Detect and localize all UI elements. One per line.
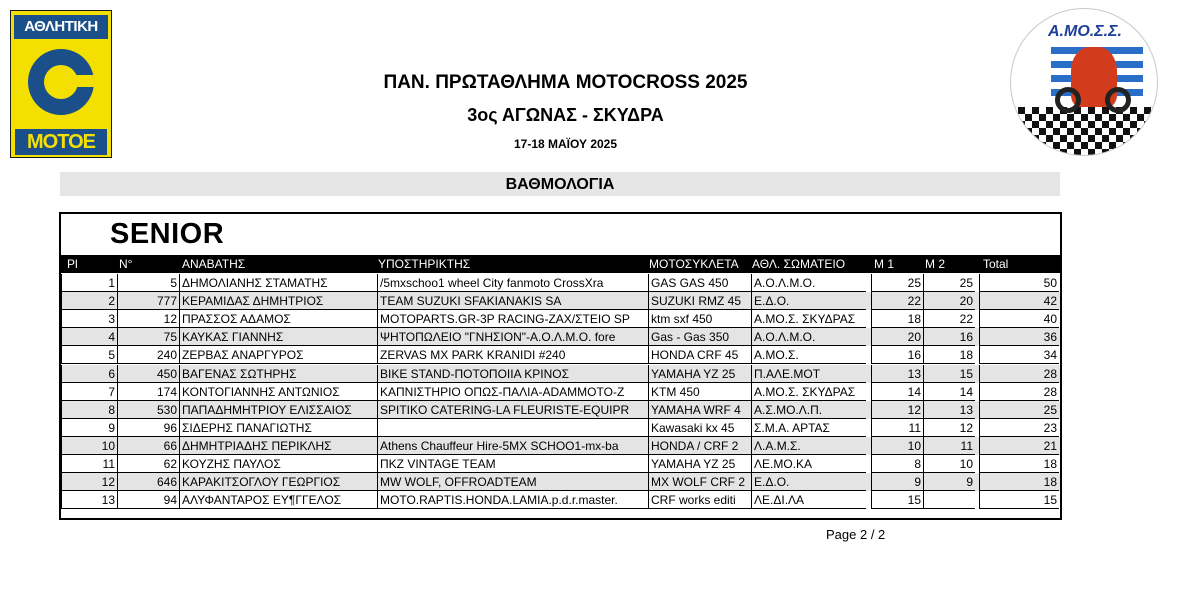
table-row: [61, 292, 1060, 310]
column-header: Total: [983, 257, 1009, 271]
cell-m1: 13: [871, 365, 923, 383]
logo-top-text: ΑΘΛΗΤΙΚΗ: [24, 18, 98, 35]
column-header: ΑΝΑΒΑΤΗΣ: [182, 257, 246, 271]
cell-club: Α.ΜΟ.Σ. ΣΚΥΔΡΑΣ: [751, 383, 866, 401]
cell-club: Λ.Α.Μ.Σ.: [751, 437, 866, 455]
cell-no: 96: [117, 419, 179, 437]
cell-no: 12: [117, 310, 179, 328]
cell-m2: 9: [923, 473, 975, 491]
cell-rider: ΠΑΠΑΔΗΜΗΤΡΙΟΥ ΕΛΙΣΣΑΙΟΣ: [179, 401, 377, 419]
cell-pl: 5: [61, 346, 117, 364]
page-number: Page 2 / 2: [826, 527, 886, 542]
table-header: [61, 255, 1060, 273]
logo-club-text: Α.ΜΟ.Σ.Σ.: [1048, 23, 1122, 40]
column-header: ΥΠΟΣΤΗΡΙΚΤΗΣ: [378, 257, 471, 271]
cell-sponsor: /5mxschoo1 wheel City fanmoto CrossXra: [377, 274, 648, 292]
cell-no: 450: [117, 365, 179, 383]
table-row: [61, 473, 1060, 491]
cell-total: 25: [979, 401, 1059, 419]
cell-club: Α.ΜΟ.Σ.: [751, 346, 866, 364]
cell-bike: Gas - Gas 350: [648, 328, 751, 346]
cell-pl: 10: [61, 437, 117, 455]
cell-bike: ktm sxf 450: [648, 310, 751, 328]
cell-sponsor: MOTO.RAPTIS.HONDA.LAMIA.p.d.r.master.: [377, 491, 648, 509]
cell-club: Π.ΑΛΕ.ΜΟΤ: [751, 365, 866, 383]
cell-no: 174: [117, 383, 179, 401]
cell-m1: 12: [871, 401, 923, 419]
cell-rider: ΚΕΡΑΜΙΔΑΣ ΔΗΜΗΤΡΙΟΣ: [179, 292, 377, 310]
cell-rider: ΖΕΡΒΑΣ ΑΝΑΡΓΥΡΟΣ: [179, 346, 377, 364]
cell-club: Α.Σ.ΜΟ.Λ.Π.: [751, 401, 866, 419]
cell-sponsor: ΠΚΖ VINTAGE TEAM: [377, 455, 648, 473]
cell-pl: 12: [61, 473, 117, 491]
cell-no: 94: [117, 491, 179, 509]
cell-sponsor: ZERVAS MX PARK KRANIDI #240: [377, 346, 648, 364]
cell-pl: 3: [61, 310, 117, 328]
cell-bike: HONDA CRF 45: [648, 346, 751, 364]
cell-club: ΛΕ.ΜΟ.ΚΑ: [751, 455, 866, 473]
column-header: N°: [119, 257, 133, 271]
table-row: [61, 419, 1060, 437]
cell-no: 66: [117, 437, 179, 455]
page-title: ΠΑΝ. ΠΡΩΤΑΘΛΗΜΑ MOTOCROSS 2025: [383, 72, 748, 93]
cell-pl: 6: [61, 365, 117, 383]
cell-m2: [923, 491, 975, 509]
cell-m1: 11: [871, 419, 923, 437]
cell-total: 21: [979, 437, 1059, 455]
cell-sponsor: SPITIKO CATERING-LA FLEURISTE-EQUIPR: [377, 401, 648, 419]
cell-pl: 2: [61, 292, 117, 310]
cell-m1: 8: [871, 455, 923, 473]
cell-total: 50: [979, 274, 1059, 292]
cell-pl: 4: [61, 328, 117, 346]
cell-rider: ΚΟΝΤΟΓΙΑΝΝΗΣ ΑΝΤΩΝΙΟΣ: [179, 383, 377, 401]
cell-m1: 22: [871, 292, 923, 310]
cell-sponsor: MOTOPARTS.GR-3P RACING-ZAX/ΣΤΕΙΟ SP: [377, 310, 648, 328]
cell-sponsor: Athens Chauffeur Hire-5MX SCHOO1-mx-ba: [377, 437, 648, 455]
table-row: [61, 383, 1060, 401]
column-header: ΜΟΤΟΣΥΚΛΕΤΑ: [649, 257, 739, 271]
cell-club: Ε.Δ.Ο.: [751, 473, 866, 491]
cell-rider: ΑΛΥΦΑΝΤΑΡΟΣ ΕΥ¶ΓΓΕΛΟΣ: [179, 491, 377, 509]
table-row: [61, 328, 1060, 346]
cell-sponsor: TEAM SUZUKI SFAKIANAKIS SA: [377, 292, 648, 310]
cell-rider: ΔΗΜΟΛΙΑΝΗΣ ΣΤΑΜΑΤΗΣ: [179, 274, 377, 292]
cell-bike: KTM 450: [648, 383, 751, 401]
cell-total: 40: [979, 310, 1059, 328]
cell-rider: ΚΑΥΚΑΣ ΓΙΑΝΝΗΣ: [179, 328, 377, 346]
table-row: [61, 346, 1060, 364]
cell-rider: ΚΟΥΖΗΣ ΠΑΥΛΟΣ: [179, 455, 377, 473]
cell-pl: 9: [61, 419, 117, 437]
cell-rider: ΚΑΡΑΚΙΤΣΟΓΛΟΥ ΓΕΩΡΓΙΟΣ: [179, 473, 377, 491]
cell-sponsor: ΨΗΤΟΠΩΛΕΙΟ "ΓΝΗΣΙΟΝ"-Α.Ο.Λ.Μ.Ο. fore: [377, 328, 648, 346]
cell-sponsor: BIKE STAND-ΠΟΤΟΠΟΙΙΑ ΚΡΙΝΟΣ: [377, 365, 648, 383]
table-row: [61, 401, 1060, 419]
cell-bike: GAS GAS 450: [648, 274, 751, 292]
cell-m2: 15: [923, 365, 975, 383]
cell-rider: ΔΗΜΗΤΡΙΑΔΗΣ ΠΕΡΙΚΛΗΣ: [179, 437, 377, 455]
cell-m2: 11: [923, 437, 975, 455]
cell-bike: SUZUKI RMZ 45: [648, 292, 751, 310]
table-row: [61, 455, 1060, 473]
cell-m1: 10: [871, 437, 923, 455]
cell-rider: ΠΡΑΣΣΟΣ ΑΔΑΜΟΣ: [179, 310, 377, 328]
cell-m1: 20: [871, 328, 923, 346]
cell-no: 777: [117, 292, 179, 310]
cell-pl: 1: [61, 274, 117, 292]
cell-bike: YAMAHA YZ 25: [648, 455, 751, 473]
table-row: [61, 491, 1060, 509]
cell-bike: YAMAHA YZ 25: [648, 365, 751, 383]
cell-club: Σ.Μ.Α. ΑΡΤΑΣ: [751, 419, 866, 437]
cell-club: Α.Ο.Λ.Μ.Ο.: [751, 328, 866, 346]
cell-m1: 15: [871, 491, 923, 509]
column-header: ΑΘΛ. ΣΩΜΑΤΕΙΟ: [752, 257, 846, 271]
cell-total: 23: [979, 419, 1059, 437]
cell-pl: 13: [61, 491, 117, 509]
cell-sponsor: MW WOLF, OFFROADTEAM: [377, 473, 648, 491]
cell-total: 42: [979, 292, 1059, 310]
cell-m2: 16: [923, 328, 975, 346]
cell-pl: 7: [61, 383, 117, 401]
cell-rider: ΣΙΔΕΡΗΣ ΠΑΝΑΓΙΩΤΗΣ: [179, 419, 377, 437]
standings-heading: ΒΑΘΜΟΛΟΓΙΑ: [60, 172, 1060, 196]
cell-m2: 18: [923, 346, 975, 364]
table-row: [61, 365, 1060, 383]
cell-m1: 9: [871, 473, 923, 491]
logo-bottom-text: MOTOE: [27, 131, 95, 153]
cell-total: 18: [979, 473, 1059, 491]
cell-total: 15: [979, 491, 1059, 509]
cell-club: Ε.Δ.Ο.: [751, 292, 866, 310]
table-row: [61, 310, 1060, 328]
cell-bike: HONDA / CRF 2: [648, 437, 751, 455]
cell-bike: MX WOLF CRF 2: [648, 473, 751, 491]
cell-total: 34: [979, 346, 1059, 364]
cell-no: 240: [117, 346, 179, 364]
table-row: [61, 274, 1060, 292]
cell-m1: 16: [871, 346, 923, 364]
cell-pl: 8: [61, 401, 117, 419]
cell-m1: 18: [871, 310, 923, 328]
cell-no: 62: [117, 455, 179, 473]
cell-sponsor: ΚΑΠΝΙΣΤΗΡΙΟ ΟΠΩΣ-ΠΑΛΙΑ-ADAMMOTO-Z: [377, 383, 648, 401]
cell-m1: 14: [871, 383, 923, 401]
cell-rider: ΒΑΓΕΝΑΣ ΣΩΤΗΡΗΣ: [179, 365, 377, 383]
category-title: SENIOR: [110, 218, 225, 250]
cell-m2: 14: [923, 383, 975, 401]
cell-club: ΛΕ.ΔΙ.ΛΑ: [751, 491, 866, 509]
cell-no: 646: [117, 473, 179, 491]
cell-club: Α.ΜΟ.Σ. ΣΚΥΔΡΑΣ: [751, 310, 866, 328]
column-header: Μ 2: [925, 257, 946, 271]
cell-bike: Kawasaki kx 45: [648, 419, 751, 437]
cell-club: Α.Ο.Λ.Μ.Ο.: [751, 274, 866, 292]
cell-total: 28: [979, 383, 1059, 401]
cell-m2: 10: [923, 455, 975, 473]
cell-m2: 13: [923, 401, 975, 419]
cell-m2: 25: [923, 274, 975, 292]
cell-bike: CRF works editi: [648, 491, 751, 509]
cell-sponsor: [377, 419, 648, 437]
cell-no: 5: [117, 274, 179, 292]
column-header: Μ 1: [874, 257, 895, 271]
event-dates: 17-18 ΜΑΪΟΥ 2025: [513, 137, 618, 151]
cell-m2: 22: [923, 310, 975, 328]
table-row: [61, 437, 1060, 455]
cell-m1: 25: [871, 274, 923, 292]
cell-total: 18: [979, 455, 1059, 473]
cell-m2: 20: [923, 292, 975, 310]
event-subtitle: 3ος ΑΓΩΝΑΣ - ΣΚΥΔΡΑ: [467, 105, 664, 125]
cell-pl: 11: [61, 455, 117, 473]
cell-no: 530: [117, 401, 179, 419]
cell-bike: YAMAHA WRF 4: [648, 401, 751, 419]
cell-no: 75: [117, 328, 179, 346]
cell-total: 36: [979, 328, 1059, 346]
cell-total: 28: [979, 365, 1059, 383]
cell-m2: 12: [923, 419, 975, 437]
column-header: Pl: [67, 257, 78, 271]
